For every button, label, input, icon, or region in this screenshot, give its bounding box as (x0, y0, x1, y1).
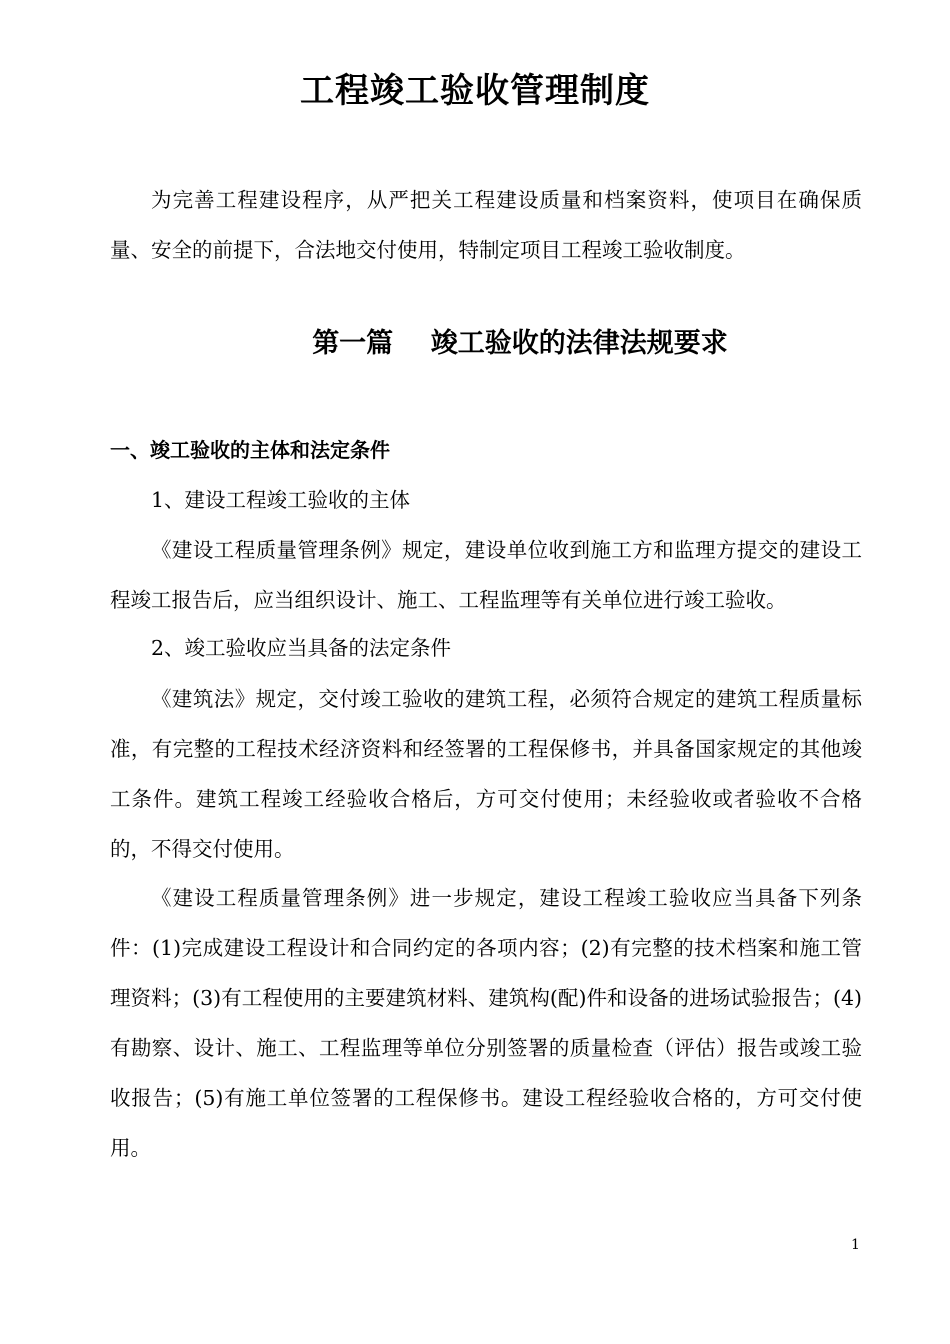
item-1-paragraph: 《建设工程质量管理条例》规定，建设单位收到施工方和监理方提交的建设工程竣工报告后，应当组织设计、施工、工程监理等有关单位进行竣工验收。 (110, 538, 862, 612)
item-2-heading: 2、竣工验收应当具备的法定条件 (151, 636, 452, 660)
item-2-paragraph-2: 《建设工程质量管理条例》进一步规定，建设工程竣工验收应当具备下列条件：(1)完成建设工程设计和合同约定的各项内容；(2)有完整的技术档案和施工管理资料；(3)有工程使用的主要建筑材料、建筑构(配)件和设备的进场试验报告；(4)有勘察、设计、施工、工程监理等单位分别签署的质量检查（评估）报告或竣工验收报告；(5)有施工单位签署的工程保修书。建设工程经验收合格的，方可交付使用。 (110, 886, 862, 1160)
chapter-title: 第一篇 竣工验收的法律法规要求 (312, 328, 728, 359)
intro-paragraph: 为完善工程建设程序，从严把关工程建设质量和档案资料，使项目在确保质量、安全的前提下，合法地交付使用，特制定项目工程竣工验收制度。 (110, 188, 862, 262)
document-title: 工程竣工验收管理制度 (300, 71, 650, 111)
item-2-paragraph-1: 《建筑法》规定，交付竣工验收的建筑工程，必须符合规定的建筑工程质量标准，有完整的工程技术经济资料和经签署的工程保修书，并具备国家规定的其他竣工条件。建筑工程竣工经验收合格后，方可交付使用；未经验收或者验收不合格的，不得交付使用。 (110, 687, 862, 861)
item-1-heading: 1、建设工程竣工验收的主体 (151, 488, 411, 512)
page-number: 1 (851, 1237, 860, 1253)
section-heading: 一、竣工验收的主体和法定条件 (110, 438, 390, 462)
